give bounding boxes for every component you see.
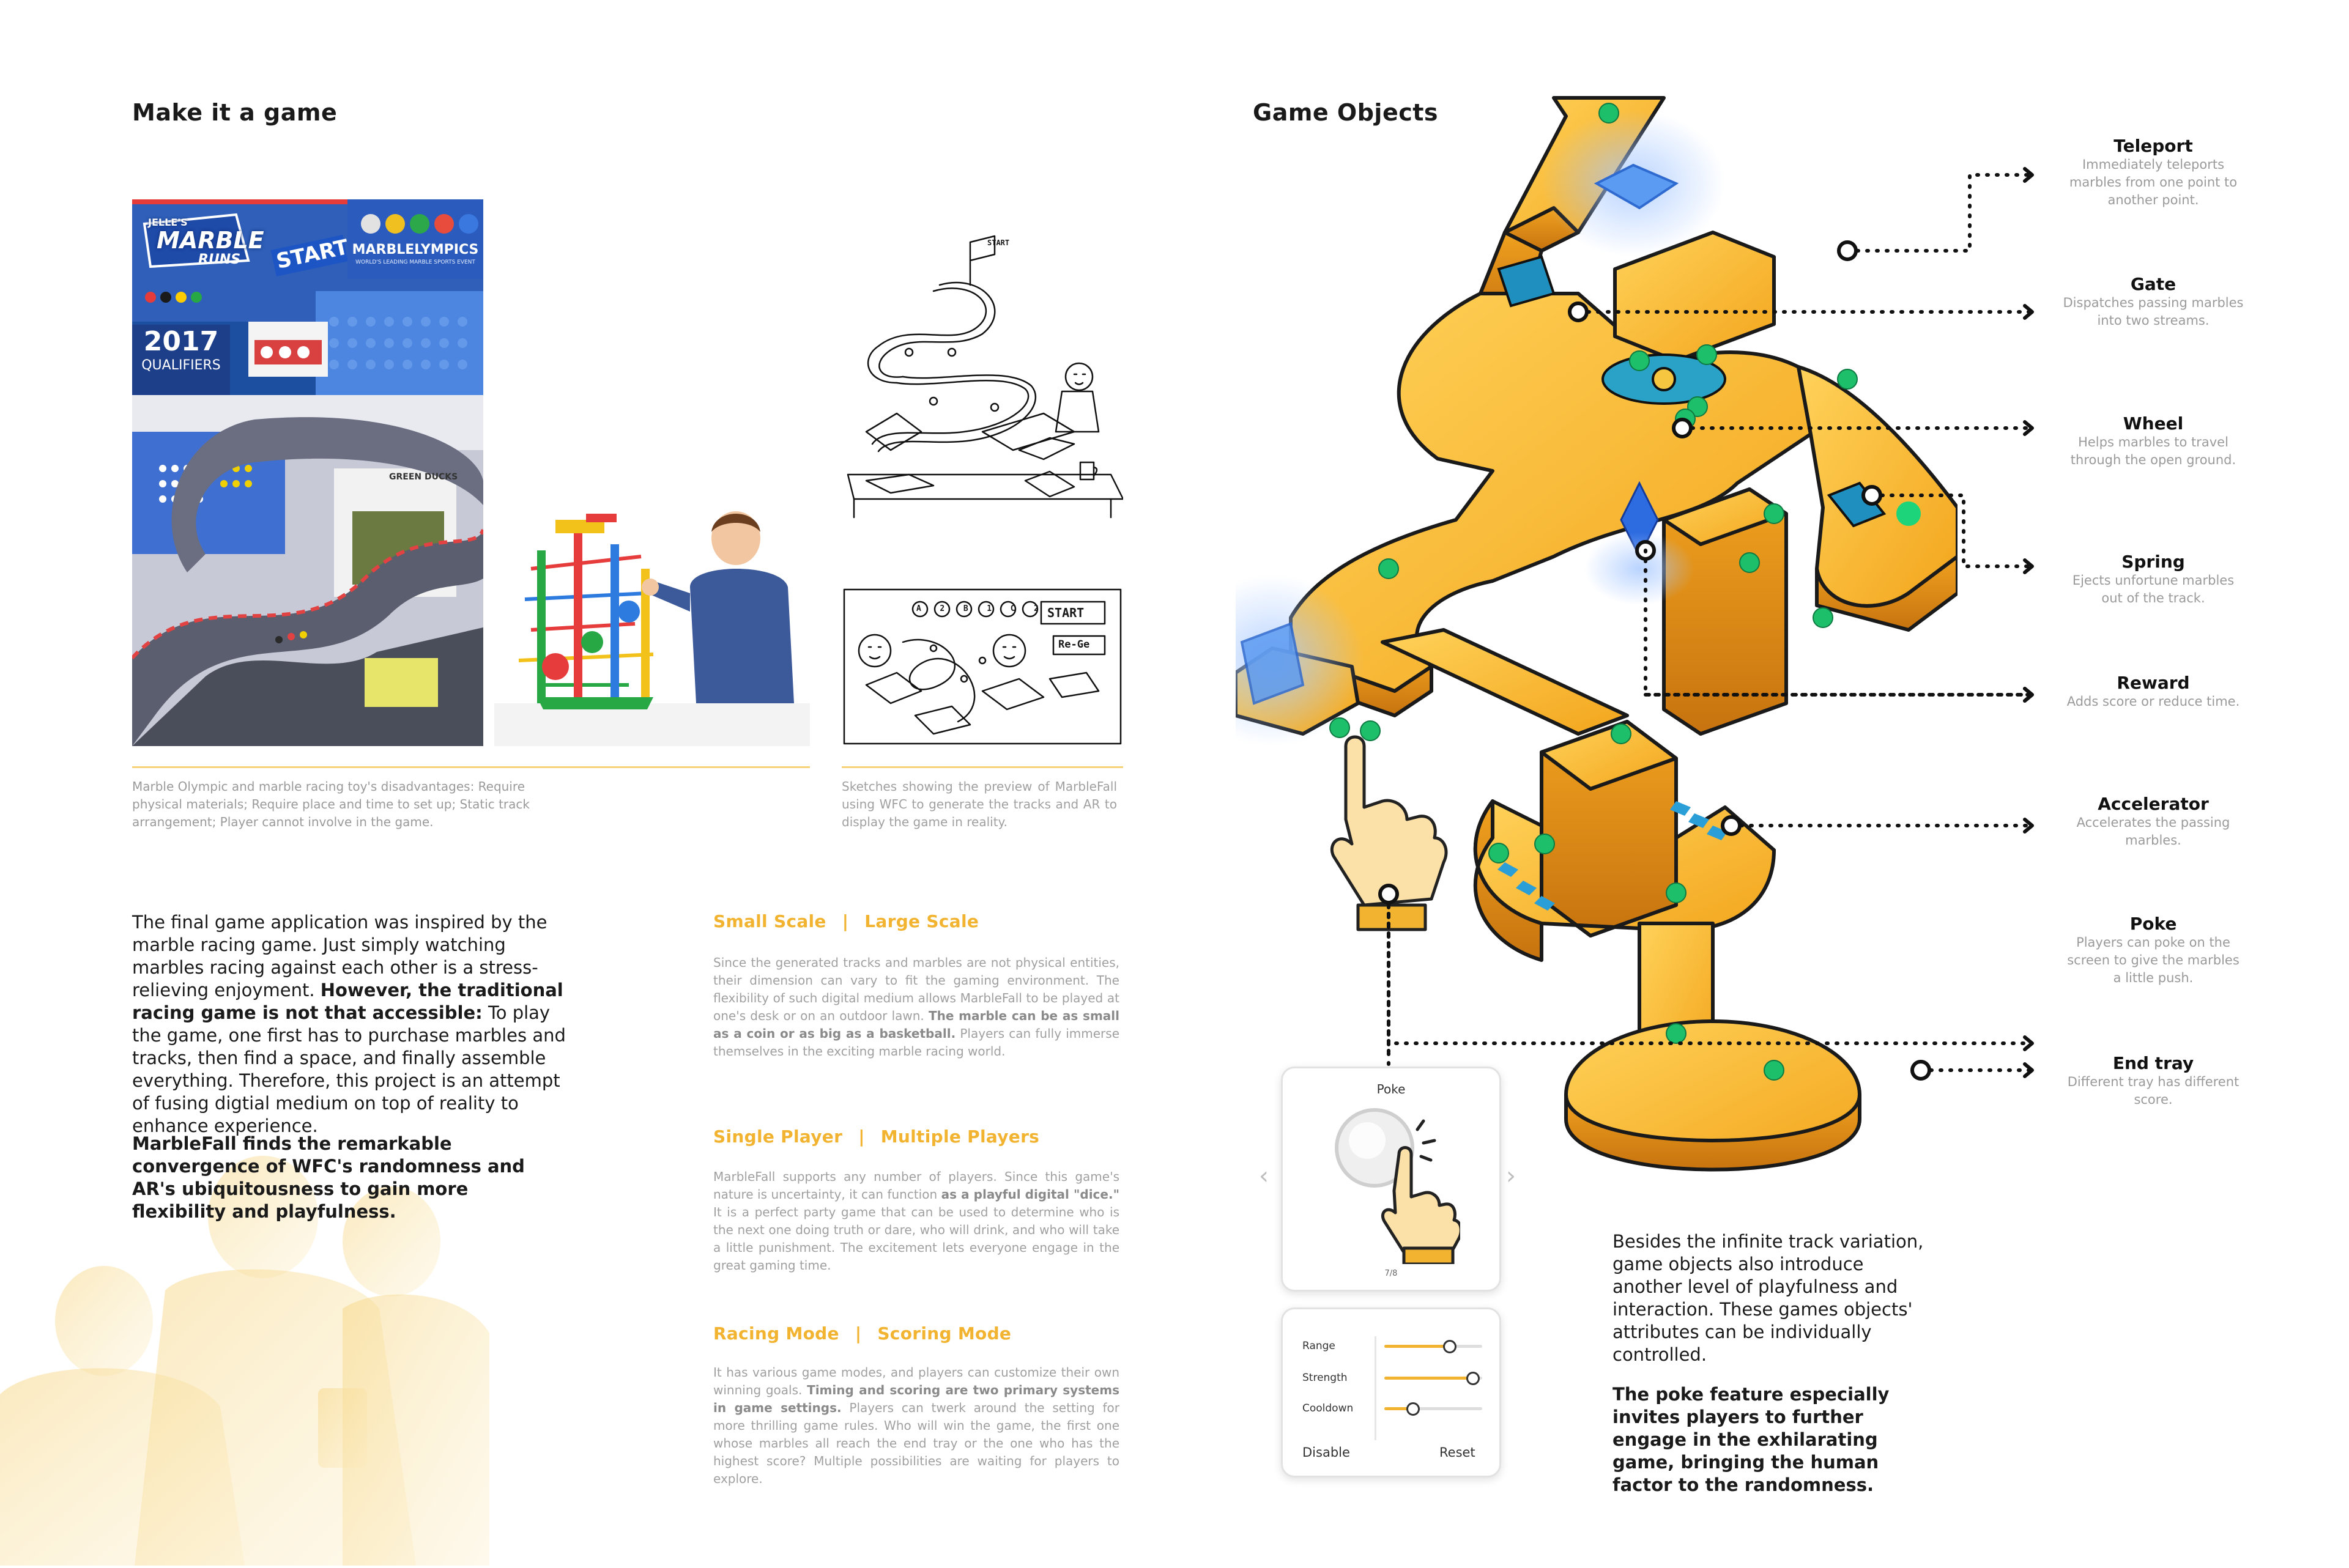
sketch-divider bbox=[842, 766, 1123, 768]
sketch-abc-2: B bbox=[963, 604, 968, 613]
carousel-next-icon[interactable]: › bbox=[1506, 1162, 1516, 1190]
players-text-b: It is a perfect party game that can be used to determine who is the next one doing truth or dare, who will drink, and who will take a little punishment. The excitement lets everyone engage in the great gaming time. bbox=[713, 1205, 1119, 1273]
players-heading-left: Single Player bbox=[713, 1126, 843, 1147]
mode-heading bbox=[713, 1323, 1011, 1344]
object-teleport bbox=[2061, 136, 2245, 209]
object-teleport-title: Teleport bbox=[2113, 136, 2193, 156]
brand-label bbox=[148, 218, 188, 227]
mode-heading-sep: | bbox=[855, 1323, 862, 1344]
brand-line3: RUNS bbox=[198, 252, 241, 267]
marblelympics-label: MARBLELYMPICS bbox=[352, 242, 479, 257]
mode-text-bold: Timing and scoring are two primary systems in game settings. bbox=[713, 1383, 1119, 1415]
left-divider bbox=[132, 766, 810, 768]
cooldown-slider[interactable] bbox=[1384, 1407, 1482, 1410]
object-accelerator-title: Accelerator bbox=[2098, 794, 2209, 814]
intro-para-bold: However, the traditional racing game is not that accessible: bbox=[132, 980, 563, 1023]
settings-panel bbox=[1281, 1307, 1501, 1477]
object-reward bbox=[2061, 673, 2245, 711]
sketch-abc-labels bbox=[914, 604, 1041, 613]
object-spring-title: Spring bbox=[2121, 552, 2185, 572]
kid-marble-toy-photo bbox=[494, 501, 810, 746]
object-wheel-title: Wheel bbox=[2123, 413, 2184, 434]
scale-heading bbox=[713, 911, 979, 931]
scale-text bbox=[713, 954, 1119, 1060]
range-label: Range bbox=[1302, 1340, 1335, 1352]
sketch-start-label: START bbox=[987, 239, 1010, 247]
scale-text-a: Since the generated tracks and marbles are not physical entities, their dimension can vary to fit the gaming environment. The flexibility of such digital medium allows MarbleFall to be played at one's desk or on an outdoor lawn. bbox=[713, 955, 1119, 1023]
qualifiers-text: QUALIFIERS bbox=[141, 358, 221, 373]
players-text bbox=[713, 1168, 1119, 1274]
race-track-illustration bbox=[132, 395, 483, 746]
object-gate bbox=[2061, 274, 2245, 330]
intro-paragraph bbox=[132, 911, 573, 1137]
scale-text-b: Players can fully immerse themselves in the exciting marble racing world. bbox=[713, 1026, 1120, 1059]
object-gate-desc: Dispatches passing marbles into two streams. bbox=[2063, 295, 2244, 328]
scale-text-bold: The marble can be as small as a coin or as big as a basketball. bbox=[713, 1008, 1119, 1041]
object-wheel-desc: Helps marbles to travel through the open ground. bbox=[2070, 435, 2236, 467]
start-sign: START bbox=[274, 235, 351, 274]
object-poke bbox=[2061, 914, 2245, 987]
object-poke-desc: Players can poke on the screen to give the marbles a little push. bbox=[2067, 935, 2240, 985]
sketch-desk-illustration bbox=[842, 230, 1123, 523]
object-accelerator-desc: Accelerates the passing marbles. bbox=[2076, 815, 2230, 848]
scale-heading-right: Large Scale bbox=[864, 911, 979, 931]
intro-para-start: The final game application was inspired by the marble racing game. Just simply watching marbles racing against each other is a stress-relieving enjoyment. bbox=[132, 912, 547, 1000]
marble-runs-photo bbox=[132, 199, 483, 395]
object-teleport-desc: Immediately teleports marbles from one point to another point. bbox=[2069, 157, 2238, 207]
year-text: 2017 bbox=[143, 326, 219, 357]
poke-card-page: 7/8 bbox=[1384, 1269, 1398, 1278]
reset-button[interactable]: Reset bbox=[1439, 1445, 1475, 1460]
sketch-bottom bbox=[842, 587, 1123, 746]
marblelympics-sub: WORLD'S LEADING MARBLE SPORTS EVENT bbox=[355, 259, 475, 265]
settings-divider bbox=[1375, 1336, 1376, 1440]
sketches-caption: Sketches showing the preview of MarbleFall using WFC to generate the tracks and AR to display the game in reality. bbox=[842, 779, 1117, 829]
photos-caption: Marble Olympic and marble racing toy's disadvantages: Require physical materials; Require place and time to set up; Static track arrangement; Player cannot involve in the game. bbox=[132, 779, 530, 829]
cooldown-label: Cooldown bbox=[1302, 1402, 1354, 1415]
players-heading bbox=[713, 1126, 1039, 1147]
object-gate-title: Gate bbox=[2130, 274, 2176, 294]
object-end-tray bbox=[2061, 1053, 2245, 1109]
poke-card-title: Poke bbox=[1376, 1082, 1406, 1096]
sketch-abc-5: 2 bbox=[1034, 604, 1039, 613]
range-slider[interactable] bbox=[1384, 1345, 1482, 1348]
object-end-tray-desc: Different tray has different score. bbox=[2067, 1074, 2240, 1107]
object-poke-title: Poke bbox=[2129, 914, 2177, 934]
strength-knob[interactable] bbox=[1466, 1372, 1480, 1385]
range-knob[interactable] bbox=[1443, 1340, 1457, 1353]
strength-label: Strength bbox=[1302, 1372, 1348, 1384]
players-text-bold: as a playful digital "dice." bbox=[941, 1187, 1119, 1202]
brand-line2: MARBLE bbox=[157, 227, 264, 254]
object-reward-title: Reward bbox=[2117, 673, 2190, 693]
players-heading-right: Multiple Players bbox=[880, 1126, 1040, 1147]
sketch-reset-box: Re-Ge bbox=[1058, 638, 1090, 651]
strength-slider[interactable] bbox=[1384, 1377, 1482, 1380]
kid-toy-illustration bbox=[494, 501, 810, 746]
sketch-top bbox=[842, 230, 1123, 523]
sketch-abc-0: A bbox=[916, 604, 921, 613]
mode-heading-left: Racing Mode bbox=[713, 1323, 839, 1344]
object-spring-desc: Ejects unfortune marbles out of the track. bbox=[2072, 573, 2235, 605]
sketch-abc-1: 2 bbox=[940, 604, 945, 613]
disable-button[interactable]: Disable bbox=[1302, 1445, 1350, 1460]
callout-lines-lower bbox=[1639, 544, 2055, 1095]
year-badge bbox=[132, 327, 230, 374]
object-end-tray-title: End tray bbox=[2112, 1053, 2194, 1073]
object-wheel bbox=[2061, 413, 2245, 469]
convergence-paragraph: MarbleFall finds the remarkable convergence of WFC's randomness and AR's ubiquitousness to gain more flexibility and playfulness. bbox=[132, 1133, 525, 1222]
sketch-abc-3: 1 bbox=[987, 604, 992, 613]
players-text-a: MarbleFall supports any number of players. Since this game's nature is uncertainty, it can function bbox=[713, 1169, 1119, 1202]
object-reward-desc: Adds score or reduce time. bbox=[2066, 694, 2240, 709]
poke-card[interactable] bbox=[1281, 1067, 1501, 1292]
right-page-title: Game Objects bbox=[1253, 99, 1439, 126]
object-accelerator bbox=[2061, 794, 2245, 849]
green-ducks-sign: GREEN DUCKS bbox=[389, 472, 458, 482]
poke-feature-paragraph: The poke feature especially invites players to further engage in the exhilarating game, bringing the human factor to the randomness. bbox=[1612, 1384, 1890, 1495]
race-track-photo bbox=[132, 395, 483, 746]
intro-para-end: To play the game, one first has to purchase marbles and tracks, then find a space, and finally assemble everything. Therefore, this project is an attempt of fusing digtial medium on top of reality to enhance experience. bbox=[132, 1002, 566, 1136]
strength-fill bbox=[1384, 1377, 1471, 1380]
carousel-prev-icon[interactable]: ‹ bbox=[1259, 1162, 1269, 1190]
left-page-title: Make it a game bbox=[132, 99, 338, 126]
players-heading-sep: | bbox=[858, 1126, 865, 1147]
sketch-start-box: START bbox=[1047, 605, 1085, 620]
mode-text-a: It has various game modes, and players can customize their own winning goals. bbox=[713, 1365, 1119, 1397]
scale-heading-left: Small Scale bbox=[713, 911, 826, 931]
mode-heading-right: Scoring Mode bbox=[877, 1323, 1012, 1344]
mode-text-b: Players can twerk around the setting for more thrilling game rules. Who will win the game, the first one whose marbles all reach the end tray or the one who has the highest score? Multiple possibilities are waiting for players to explore. bbox=[713, 1400, 1119, 1486]
poke-hand-icon bbox=[1326, 1105, 1460, 1264]
brand-line1: JELLE'S bbox=[148, 216, 188, 228]
mode-text bbox=[713, 1364, 1119, 1488]
object-spring bbox=[2061, 552, 2245, 607]
objects-paragraph: Besides the infinite track variation, game objects also introduce another level of playfulness and interaction. These games objects' attributes can be individually controlled. bbox=[1612, 1231, 1924, 1365]
cooldown-knob[interactable] bbox=[1406, 1402, 1420, 1416]
range-fill bbox=[1384, 1345, 1448, 1348]
sketch-abc-4: C bbox=[1010, 604, 1015, 613]
scale-heading-sep: | bbox=[842, 911, 849, 931]
